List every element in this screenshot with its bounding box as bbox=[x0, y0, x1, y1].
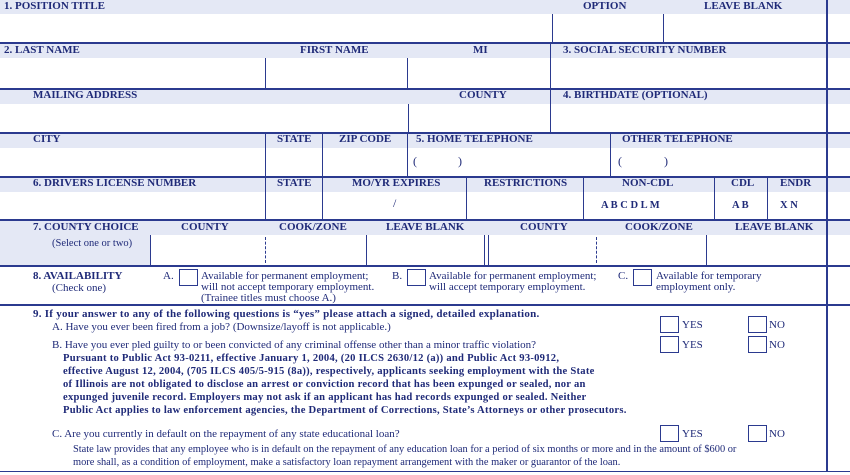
option-c-line1: Available for temporary bbox=[656, 270, 762, 282]
mailing-address-label: MAILING ADDRESS bbox=[33, 89, 138, 101]
county-choice-label: 7. COUNTY CHOICE bbox=[33, 221, 139, 233]
county-choice-2-field[interactable] bbox=[488, 235, 596, 265]
option-a-line1: Available for permanent employment; bbox=[201, 270, 369, 282]
home-telephone-field[interactable] bbox=[408, 148, 610, 176]
divider bbox=[714, 178, 715, 219]
birthdate-field[interactable] bbox=[551, 104, 826, 132]
option-a-letter: A. bbox=[163, 270, 174, 282]
divider bbox=[407, 58, 408, 88]
state-field[interactable] bbox=[266, 148, 322, 176]
q9b-no-checkbox[interactable] bbox=[748, 336, 767, 353]
non-cdl-classes[interactable]: A B C D L M bbox=[601, 200, 660, 211]
drivers-license-label: 6. DRIVERS LICENSE NUMBER bbox=[33, 177, 197, 189]
select-hint: (Select one or two) bbox=[52, 238, 133, 249]
cdl-label: CDL bbox=[731, 177, 755, 189]
option-c-letter: C. bbox=[618, 270, 629, 282]
ssn-label: 3. SOCIAL SECURITY NUMBER bbox=[563, 44, 727, 56]
q9b-no-label: NO bbox=[769, 339, 785, 351]
divider bbox=[552, 14, 553, 42]
divider bbox=[596, 237, 597, 263]
q9-intro: 9. If your answer to any of the following questions is “yes” please attach a signed, detailed explanation. bbox=[33, 308, 540, 320]
restrictions-label: RESTRICTIONS bbox=[484, 177, 568, 189]
date-slash: / bbox=[393, 196, 397, 210]
q9a-text: A. Have you ever been fired from a job? (Downsize/layoff is not applicable.) bbox=[52, 321, 391, 333]
last-name-field[interactable] bbox=[0, 58, 265, 88]
expunge-notice-line1: Pursuant to Public Act 93-0211, effective January 1, 2004, (20 ILCS 2630/12 (a)) and Public Act 93-0912, bbox=[63, 353, 560, 364]
availability-label: 8. AVAILABILITY bbox=[33, 270, 123, 282]
q9c-note-line2: more shall, as a condition of employment, make a satisfactory loan repayment arrangement with the maker or guarantor of the loan. bbox=[73, 457, 621, 468]
other-telephone-field[interactable] bbox=[611, 148, 826, 176]
dl-state-field[interactable] bbox=[266, 192, 322, 219]
cookzone-col1-label: COOK/ZONE bbox=[279, 221, 347, 233]
divider bbox=[663, 14, 664, 42]
other-paren-open: ( bbox=[618, 154, 622, 168]
divider bbox=[322, 134, 323, 176]
county-choice-col1-label: COUNTY bbox=[181, 221, 229, 233]
mailing-address-field[interactable] bbox=[0, 104, 408, 132]
rule bbox=[0, 304, 850, 306]
endr-classes[interactable]: X N bbox=[780, 200, 798, 211]
home-paren-open: ( bbox=[413, 154, 417, 168]
position-title-field[interactable] bbox=[0, 14, 552, 42]
divider bbox=[610, 134, 611, 176]
expunge-notice-line4: expunged juvenile record. Employers may not ask if an applicant has had records expunged or sealed. Neither bbox=[63, 392, 587, 403]
city-field[interactable] bbox=[0, 148, 265, 176]
birthdate-label: 4. BIRTHDATE (OPTIONAL) bbox=[563, 89, 708, 101]
q9b-yes-label: YES bbox=[682, 339, 703, 351]
option-a-checkbox[interactable] bbox=[179, 269, 198, 286]
expunge-notice-line3: of Illinois are not obligated to disclose an arrest or conviction record that has been expunged or sealed, nor an bbox=[63, 379, 586, 390]
county-choice-col2-label: COUNTY bbox=[520, 221, 568, 233]
cookzone-col2-label: COOK/ZONE bbox=[625, 221, 693, 233]
option-c-line2: employment only. bbox=[656, 281, 736, 293]
county-choice-1-field[interactable] bbox=[151, 235, 265, 265]
mo-yr-expires-label: MO/YR EXPIRES bbox=[352, 177, 441, 189]
cookzone-1-field[interactable] bbox=[266, 235, 366, 265]
divider bbox=[583, 178, 584, 219]
divider bbox=[550, 44, 551, 88]
other-telephone-label: OTHER TELEPHONE bbox=[622, 133, 733, 145]
rule bbox=[0, 265, 850, 267]
expunge-notice-line2: effective August 12, 2004, (705 ILCS 405/5-915 (8a)), respectively, applicants seeking employment with the State bbox=[63, 366, 595, 377]
first-name-label: FIRST NAME bbox=[300, 44, 369, 56]
option-c-checkbox[interactable] bbox=[633, 269, 652, 286]
divider bbox=[408, 104, 409, 132]
divider bbox=[265, 58, 266, 88]
option-label: OPTION bbox=[583, 0, 627, 12]
first-name-field[interactable] bbox=[266, 58, 407, 88]
leave-blank-col2-label: LEAVE BLANK bbox=[735, 221, 814, 233]
divider bbox=[706, 235, 707, 265]
divider bbox=[265, 134, 266, 176]
state-label: STATE bbox=[277, 133, 312, 145]
rule bbox=[0, 471, 850, 472]
check-one-hint: (Check one) bbox=[52, 282, 107, 294]
q9a-yes-label: YES bbox=[682, 319, 703, 331]
cdl-classes[interactable]: A B bbox=[732, 200, 749, 211]
q9b-yes-checkbox[interactable] bbox=[660, 336, 679, 353]
option-b-line2: will accept temporary employment. bbox=[429, 281, 586, 293]
option-b-line1: Available for permanent employment; bbox=[429, 270, 597, 282]
option-b-letter: B. bbox=[392, 270, 403, 282]
q9c-text: C. Are you currently in default on the repayment of any state educational loan? bbox=[52, 428, 400, 440]
option-a-line2: will not accept temporary employment. bbox=[201, 281, 375, 293]
divider bbox=[767, 178, 768, 219]
dl-state-label: STATE bbox=[277, 177, 312, 189]
option-field[interactable] bbox=[553, 14, 663, 42]
divider bbox=[550, 90, 551, 132]
zip-field[interactable] bbox=[323, 148, 407, 176]
leave-blank-label: LEAVE BLANK bbox=[704, 0, 783, 12]
home-paren-close: ) bbox=[458, 154, 462, 168]
divider bbox=[150, 235, 151, 265]
non-cdl-label: NON-CDL bbox=[622, 177, 674, 189]
divider bbox=[407, 134, 408, 176]
other-paren-close: ) bbox=[664, 154, 668, 168]
expunge-notice-line5: Public Act applies to law enforcement agencies, the Department of Corrections, State’s Attorneys or other prosecutors. bbox=[63, 405, 627, 416]
divider bbox=[366, 235, 367, 265]
position-title-label: 1. POSITION TITLE bbox=[4, 0, 105, 12]
zip-label: ZIP CODE bbox=[339, 133, 392, 145]
q9c-yes-label: YES bbox=[682, 428, 703, 440]
q9a-yes-checkbox[interactable] bbox=[660, 316, 679, 333]
mi-field[interactable] bbox=[408, 58, 550, 88]
drivers-license-field[interactable] bbox=[0, 192, 265, 219]
q9c-no-checkbox[interactable] bbox=[748, 425, 767, 442]
last-name-label: 2. LAST NAME bbox=[4, 44, 80, 56]
q9b-text: B. Have you ever pled guilty to or been convicted of any criminal offense other than a minor traffic violation? bbox=[52, 339, 537, 351]
endr-label: ENDR bbox=[780, 177, 812, 189]
option-b-checkbox[interactable] bbox=[407, 269, 426, 286]
divider bbox=[488, 235, 489, 265]
q9c-yes-checkbox[interactable] bbox=[660, 425, 679, 442]
county-label: COUNTY bbox=[459, 89, 507, 101]
q9c-no-label: NO bbox=[769, 428, 785, 440]
ssn-field[interactable] bbox=[551, 58, 826, 88]
q9a-no-label: NO bbox=[769, 319, 785, 331]
q9c-note-line1: State law provides that any employee who is in default on the repayment of any education loan for a period of six months or more and in the amount of $600 or bbox=[73, 444, 737, 455]
form-border bbox=[826, 0, 828, 472]
mi-label: MI bbox=[473, 44, 488, 56]
leave-blank-col1-label: LEAVE BLANK bbox=[386, 221, 465, 233]
option-a-line3: (Trainee titles must choose A.) bbox=[201, 292, 336, 304]
city-label: CITY bbox=[33, 133, 61, 145]
q9a-no-checkbox[interactable] bbox=[748, 316, 767, 333]
county-field[interactable] bbox=[409, 104, 550, 132]
cookzone-2-field[interactable] bbox=[597, 235, 706, 265]
divider bbox=[466, 178, 467, 219]
restrictions-field[interactable] bbox=[467, 192, 583, 219]
divider bbox=[484, 235, 485, 265]
divider bbox=[265, 178, 266, 219]
home-telephone-label: 5. HOME TELEPHONE bbox=[416, 133, 533, 145]
divider bbox=[322, 178, 323, 219]
divider bbox=[265, 237, 266, 263]
